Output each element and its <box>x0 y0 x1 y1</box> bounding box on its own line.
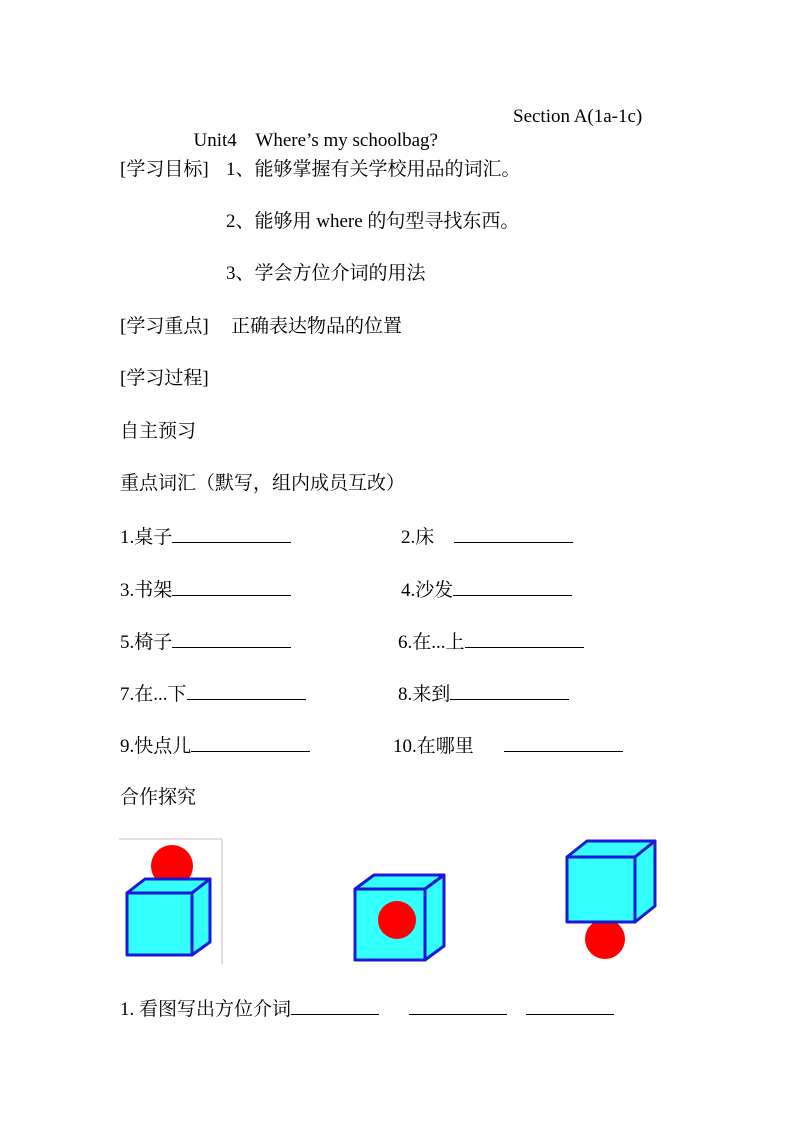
answer-blank[interactable] <box>504 733 623 752</box>
exercise-prompt: 1. 看图写出方位介词 <box>120 999 292 1020</box>
title-unit: Unit4 Where’s my schoolbag? <box>193 130 438 151</box>
objective-2: 2、能够用 where 的句型寻找东西。 <box>226 211 520 232</box>
vocab-label: 6.在...上 <box>398 632 465 653</box>
vocab-label: 5.椅子 <box>120 632 173 653</box>
answer-blank[interactable] <box>172 577 291 596</box>
vocab-heading: 重点词汇（默写，组内成员互改） <box>120 473 406 494</box>
answer-blank[interactable] <box>454 524 573 543</box>
vocab-item-3 <box>120 577 291 603</box>
vocab-label: 10.在哪里 <box>393 736 474 757</box>
process-label: [学习过程] <box>120 368 209 389</box>
vocab-item-9 <box>120 733 310 759</box>
key-point-text: 正确表达物品的位置 <box>231 316 403 337</box>
cube-front-face <box>127 893 192 955</box>
answer-blank[interactable] <box>187 681 306 700</box>
answer-blank[interactable] <box>172 629 291 648</box>
answer-blank[interactable] <box>526 996 614 1015</box>
vocab-label: 7.在...下 <box>120 684 187 705</box>
vocab-label: 8.来到 <box>398 684 451 705</box>
answer-blank[interactable] <box>453 577 572 596</box>
coop-heading: 合作探究 <box>120 787 197 808</box>
cube-front-face <box>567 857 635 922</box>
cube-side-face <box>192 879 210 955</box>
exercise-line <box>120 996 614 1022</box>
vocab-label: 4.沙发 <box>401 580 454 601</box>
answer-blank[interactable] <box>465 629 584 648</box>
vocab-item-1 <box>120 524 291 550</box>
title-section: Section A(1a-1c) <box>513 106 643 127</box>
answer-blank[interactable] <box>172 524 291 543</box>
cube-side-face <box>635 841 655 922</box>
vocab-item-6 <box>398 629 584 655</box>
vocab-item-8 <box>398 681 569 707</box>
vocab-item-7 <box>120 681 306 707</box>
figure-ball-in-cube <box>352 872 448 964</box>
ball-shape <box>585 919 625 959</box>
vocab-label: 3.书架 <box>120 580 173 601</box>
vocab-item-2 <box>401 524 573 550</box>
answer-blank[interactable] <box>409 996 507 1015</box>
figure-ball-under-cube <box>564 838 660 960</box>
vocab-label: 9.快点儿 <box>120 736 192 757</box>
answer-blank[interactable] <box>450 681 569 700</box>
objective-1: 1、能够掌握有关学校用品的词汇。 <box>226 159 521 180</box>
self-study-heading: 自主预习 <box>120 421 197 442</box>
key-point-label: [学习重点] <box>120 316 209 337</box>
vocab-item-10 <box>393 733 623 759</box>
vocab-item-4 <box>401 577 572 603</box>
ball-shape <box>378 901 416 939</box>
vocab-label: 2.床 <box>401 527 435 548</box>
vocab-label: 1.桌子 <box>120 527 173 548</box>
objectives-label: [学习目标] <box>120 159 209 180</box>
cube-side-face <box>425 875 444 960</box>
vocab-item-5 <box>120 629 291 655</box>
objective-3: 3、学会方位介词的用法 <box>226 263 426 284</box>
answer-blank[interactable] <box>291 996 379 1015</box>
figure-ball-on-cube <box>118 838 228 966</box>
answer-blank[interactable] <box>191 733 310 752</box>
